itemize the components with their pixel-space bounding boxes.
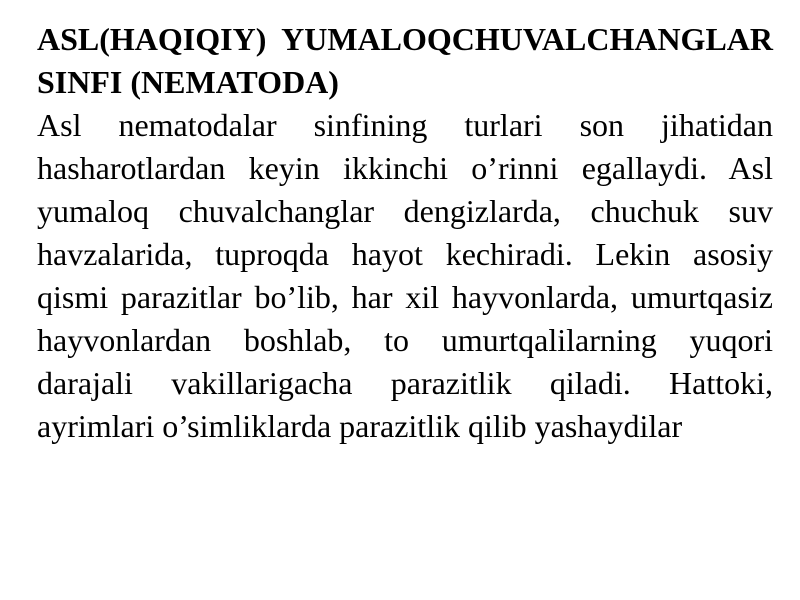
slide-title: ASL(HAQIQIY) YUMALOQCHUVALCHANGLAR SINFI (NEMATODA): [37, 21, 773, 100]
slide-content: [37, 18, 773, 448]
slide-paragraph: Asl nematodalar sinfining turlari son jihatidan hasharotlardan keyin ikkinchi o’rinni egallaydi. Asl yumaloq chuvalchanglar dengizlarda, chuchuk suv havzalarida, tuproqda hayot kechiradi. Lekin asosiy qismi parazitlar bo’lib, har xil hayvonlarda, umurtqasiz hayvonlardan boshlab, to umurtqalilarning yuqori darajali vakillarigacha parazitlik qiladi. Hattoki, ayrimlari o’simliklarda parazitlik qilib yashaydilar: [37, 107, 773, 444]
